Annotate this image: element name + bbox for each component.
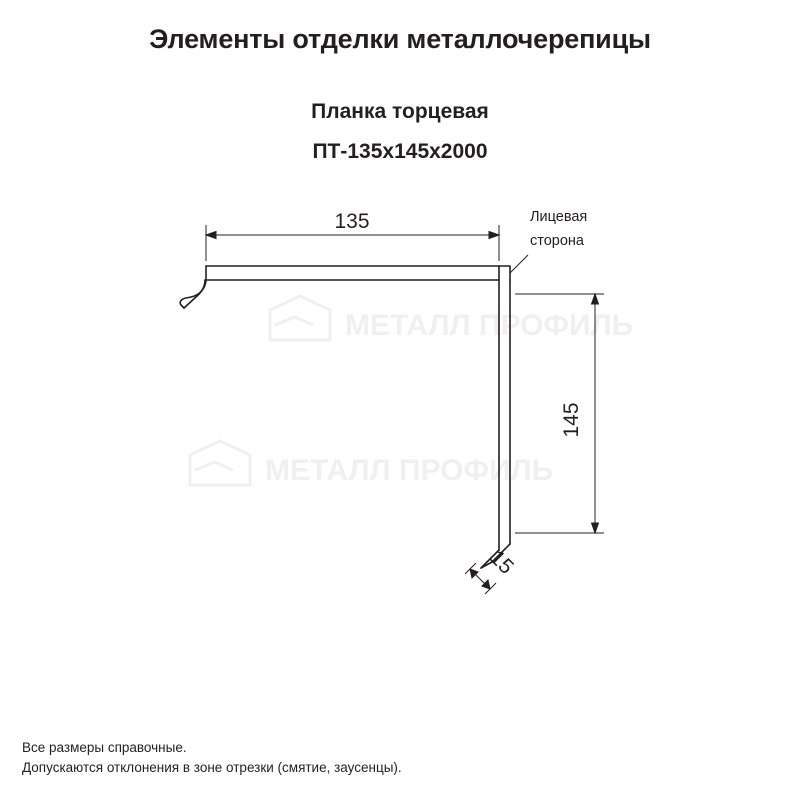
footer-note-2: Допускаются отклонения в зоне отрезки (смятие, заусенцы). xyxy=(22,760,402,775)
face-side-label-line2: сторона xyxy=(530,233,584,249)
footer-note-1: Все размеры справочные. xyxy=(22,740,187,755)
dimension-bottom-label: 15 xyxy=(485,546,518,579)
product-name: Планка торцевая xyxy=(311,100,489,123)
product-code: ПТ-135x145x2000 xyxy=(312,140,488,163)
drawing-svg xyxy=(0,175,800,645)
watermark-text-upper: МЕТАЛЛ ПРОФИЛЬ xyxy=(345,309,634,342)
page-title: Элементы отделки металлочерепицы xyxy=(149,24,651,54)
technical-drawing xyxy=(0,175,800,645)
watermark-text-lower: МЕТАЛЛ ПРОФИЛЬ xyxy=(265,454,554,487)
watermark-upper xyxy=(270,296,633,342)
face-side-label-line1: Лицевая xyxy=(530,209,588,225)
dimension-right-label: 145 xyxy=(560,402,583,438)
footer-notes xyxy=(22,738,402,778)
face-side-leader xyxy=(510,255,528,273)
dimension-top-label: 135 xyxy=(334,210,370,233)
